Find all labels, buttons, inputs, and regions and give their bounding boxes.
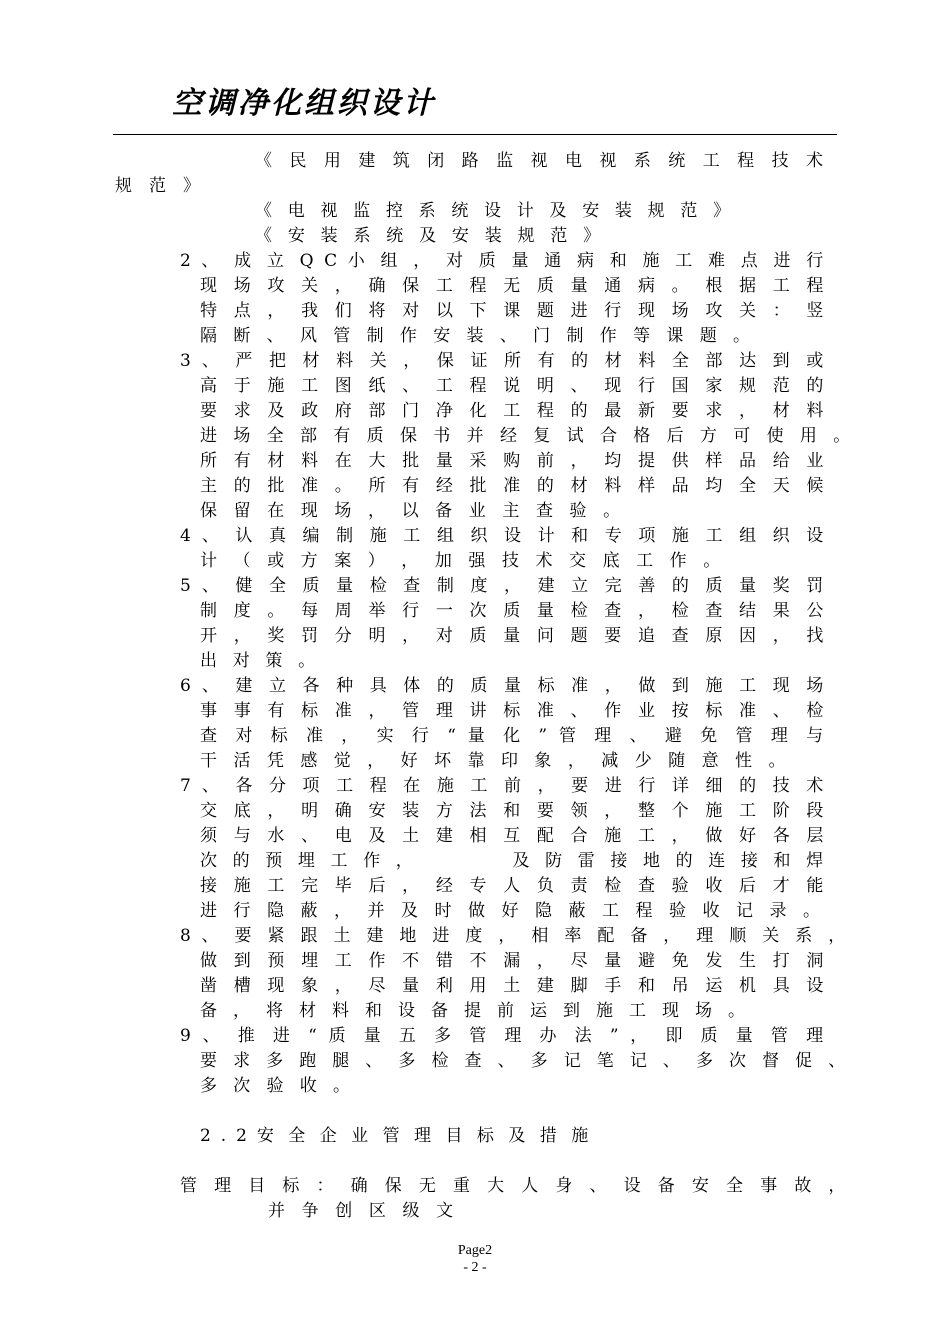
text-line: 干 活 凭 感 觉 ， 好 坏 靠 印 象 ， 减 少 随 意 性 。 <box>200 751 786 771</box>
text-line: 次 的 预 埋 工 作 ， 及 防 雷 接 地 的 连 接 和 焊 <box>200 851 824 871</box>
text-line: 保 留 在 现 场 ， 以 备 业 主 查 验 。 <box>200 501 621 521</box>
text-line: 3 、 严 把 材 料 关 ， 保 证 所 有 的 材 料 全 部 达 到 或 <box>180 351 824 371</box>
text-line: 9 、 推 进 “ 质 量 五 多 管 理 办 法 ” ， 即 质 量 管 理 <box>180 1026 824 1046</box>
text-line: 凿 槽 现 象 ， 尽 量 利 用 土 建 脚 手 和 吊 运 机 具 设 <box>200 976 824 996</box>
text-line: 并 争 创 区 级 文 <box>268 1201 454 1221</box>
text-line: 做 到 预 埋 工 作 不 错 不 漏 ， 尽 量 避 免 发 生 打 洞 <box>200 951 824 971</box>
text-line: 6 、 建 立 各 种 具 体 的 质 量 标 准 ， 做 到 施 工 现 场 <box>180 676 824 696</box>
text-line: 须 与 水 、 电 及 土 建 相 互 配 合 施 工 ， 做 好 各 层 <box>200 826 824 846</box>
text-line: 8 、 要 紧 跟 土 建 地 进 度 ， 相 率 配 备 ， 理 顺 关 系 ， <box>180 926 846 946</box>
text-line: 2 . 2 安 全 企 业 管 理 目 标 及 措 施 <box>200 1126 589 1146</box>
text-line: 要 求 及 政 府 部 门 净 化 工 程 的 最 新 要 求 ， 材 料 <box>200 401 824 421</box>
text-line: 要 求 多 跑 腿 、 多 检 查 、 多 记 笔 记 、 多 次 督 促 、 <box>200 1051 846 1071</box>
text-line: 出 对 策 。 <box>200 651 316 671</box>
text-line: 进 行 隐 蔽 ， 并 及 时 做 好 隐 蔽 工 程 验 收 记 录 。 <box>200 901 820 921</box>
text-line: 多 次 验 收 。 <box>200 1076 350 1096</box>
text-line: 查 对 标 准 ， 实 行 “ 量 化 ” 管 理 、 避 免 管 理 与 <box>200 726 824 746</box>
text-line: 主 的 批 准 。 所 有 经 批 准 的 材 料 样 品 均 全 天 候 <box>200 476 824 496</box>
text-line: 隔 断 、 风 管 制 作 安 装 、 门 制 作 等 课 题 。 <box>200 326 750 346</box>
text-line: 高 于 施 工 图 纸 、 工 程 说 明 、 现 行 国 家 规 范 的 <box>200 376 824 396</box>
text-line: 《 安 装 系 统 及 安 装 规 范 》 <box>255 226 601 246</box>
text-line: 事 事 有 标 准 ， 管 理 讲 标 准 、 作 业 按 标 准 、 检 <box>200 701 824 721</box>
text-line: 《 民 用 建 筑 闭 路 监 视 电 视 系 统 工 程 技 术 <box>255 151 823 171</box>
text-line: 4 、 认 真 编 制 施 工 组 织 设 计 和 专 项 施 工 组 织 设 <box>180 526 824 546</box>
footer-page-label: Page2 <box>457 1243 493 1258</box>
footer-page-number: - 2 - <box>463 1260 487 1275</box>
text-line: 2 、 成 立 Q C 小 组 ， 对 质 量 通 病 和 施 工 难 点 进 行 <box>180 251 824 271</box>
text-line: 所 有 材 料 在 大 批 量 采 购 前 ， 均 提 供 样 品 给 业 <box>200 451 824 471</box>
text-line: 7 、 各 分 项 工 程 在 施 工 前 ， 要 进 行 详 细 的 技 术 <box>180 776 824 796</box>
header-title: 空调净化组织设计 <box>172 86 436 121</box>
text-line: 特 点 ， 我 们 将 对 以 下 课 题 进 行 现 场 攻 关 ： 竖 <box>200 301 824 321</box>
text-line: 管 理 目 标 ： 确 保 无 重 大 人 身 、 设 备 安 全 事 故 ， <box>180 1176 846 1196</box>
text-line: 现 场 攻 关 ， 确 保 工 程 无 质 量 通 病 。 根 据 工 程 <box>200 276 824 296</box>
text-line: 交 底 ， 明 确 安 装 方 法 和 要 领 ， 整 个 施 工 阶 段 <box>200 801 824 821</box>
text-line: 开 ， 奖 罚 分 明 ， 对 质 量 问 题 要 追 查 原 因 ， 找 <box>200 626 824 646</box>
text-line: 制 度 。 每 周 举 行 一 次 质 量 检 查 ， 检 查 结 果 公 <box>200 601 824 621</box>
text-line: 接 施 工 完 毕 后 ， 经 专 人 负 责 检 查 验 收 后 才 能 <box>200 876 824 896</box>
text-line: 5 、 健 全 质 量 检 查 制 度 ， 建 立 完 善 的 质 量 奖 罚 <box>180 576 824 596</box>
text-line: 计 （ 或 方 案 ） ， 加 强 技 术 交 底 工 作 。 <box>200 551 721 571</box>
text-line: 《 电 视 监 控 系 统 设 计 及 安 装 规 范 》 <box>255 201 731 221</box>
header-divider <box>113 134 837 135</box>
text-line: 规 范 》 <box>115 176 200 196</box>
text-line: 备 ， 将 材 料 和 设 备 提 前 运 到 施 工 现 场 。 <box>200 1001 745 1021</box>
text-line: 进 场 全 部 有 质 保 书 并 经 复 试 合 格 后 方 可 使 用 。 <box>200 426 851 446</box>
